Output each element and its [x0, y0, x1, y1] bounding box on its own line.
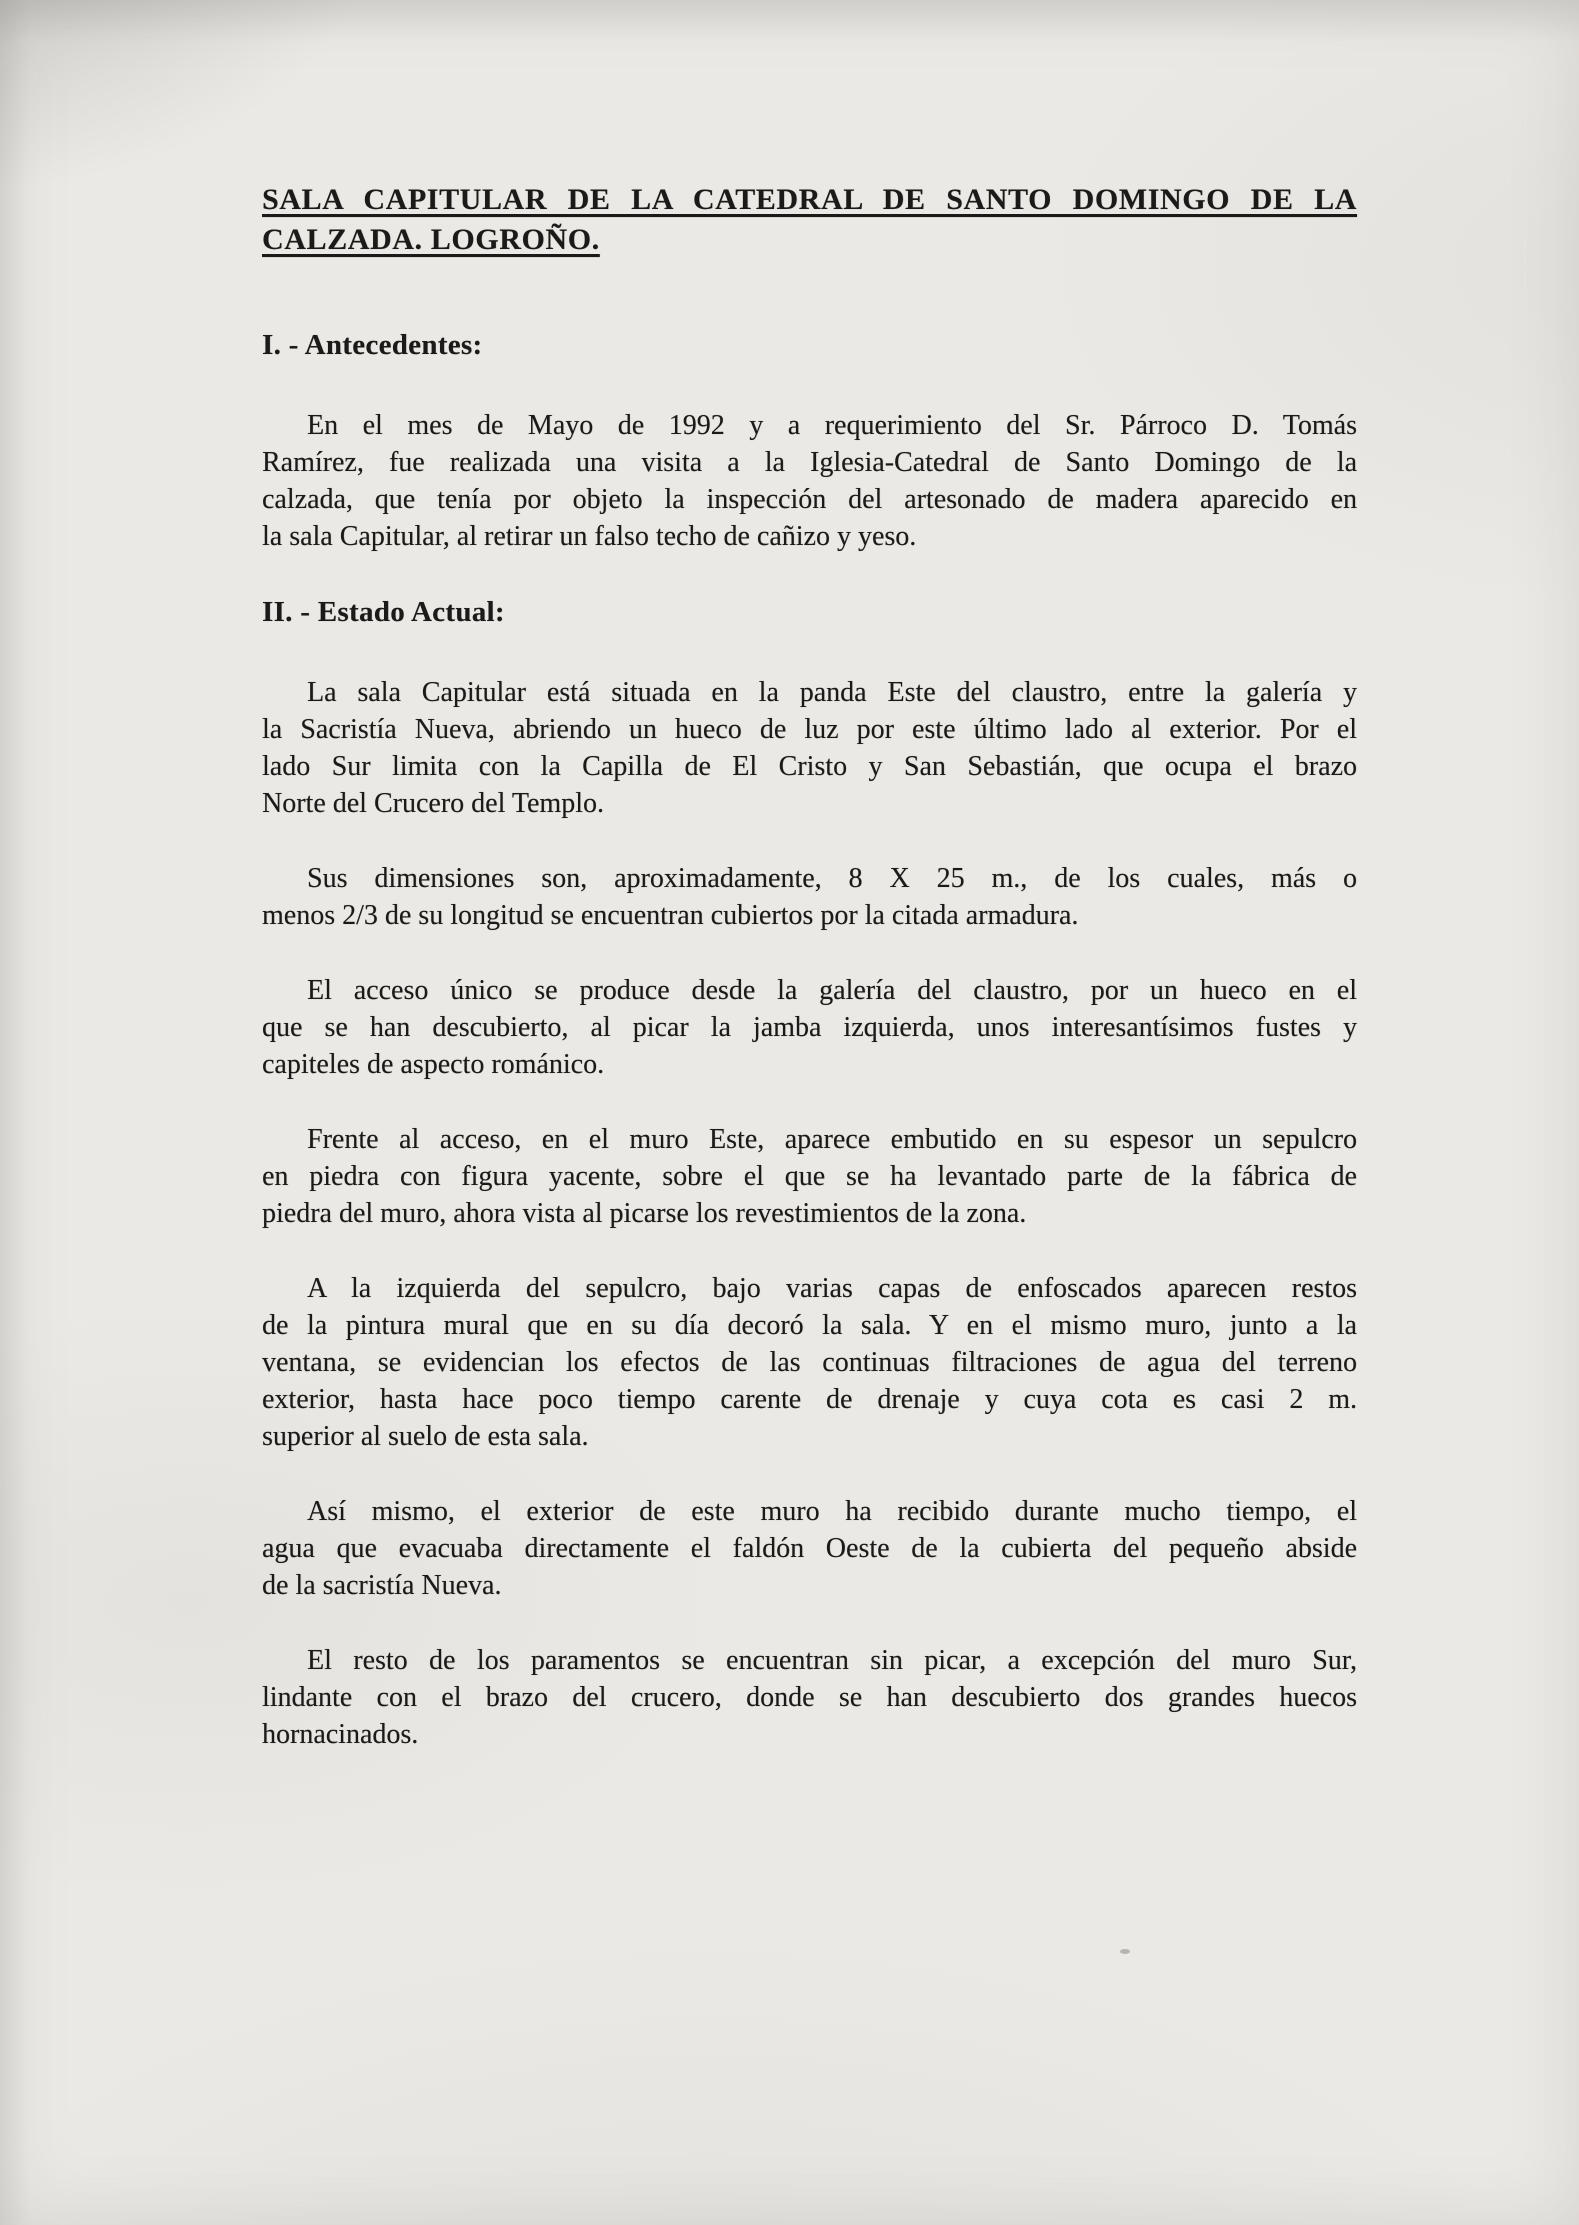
text-line: la sala Capitular, al retirar un falso techo de cañizo y yeso. [262, 521, 917, 552]
text-line: A la izquierda del sepulcro, bajo varias capas de enfoscados aparecen restos [307, 1273, 1357, 1304]
paragraph-estado-1 [262, 674, 1357, 822]
text-line: El acceso único se produce desde la galería del claustro, por un hueco en el [307, 975, 1357, 1006]
paragraph-estado-7 [262, 1642, 1357, 1753]
text-line: agua que evacuaba directamente el faldón Oeste de la cubierta del pequeño abside [262, 1533, 1357, 1564]
section-heading-estado-actual: II. - Estado Actual: [262, 596, 505, 628]
document-title [262, 180, 1357, 260]
paragraph-estado-4 [262, 1121, 1357, 1232]
text-line: capiteles de aspecto románico. [262, 1049, 605, 1080]
text-line: menos 2/3 de su longitud se encuentran cubiertos por la citada armadura. [262, 900, 1079, 931]
text-line: La sala Capitular está situada en la panda Este del claustro, entre la galería y [307, 677, 1357, 708]
text-line: exterior, hasta hace poco tiempo carente de drenaje y cuya cota es casi 2 m. [262, 1384, 1357, 1415]
scan-smudge-mark [1120, 1949, 1130, 1954]
paragraph-estado-3 [262, 972, 1357, 1083]
title-line-1: SALA CAPITULAR DE LA CATEDRAL DE SANTO DOMINGO DE LA [262, 183, 1357, 216]
text-line: calzada, que tenía por objeto la inspección del artesonado de madera aparecido en [262, 484, 1357, 515]
text-line: en piedra con figura yacente, sobre el que se ha levantado parte de la fábrica de [262, 1161, 1357, 1192]
text-line: lado Sur limita con la Capilla de El Cristo y San Sebastián, que ocupa el brazo [262, 751, 1357, 782]
paragraph-antecedentes-1 [262, 407, 1357, 555]
section-heading-antecedentes: I. - Antecedentes: [262, 329, 483, 361]
text-line: ventana, se evidencian los efectos de las continuas filtraciones de agua del terreno [262, 1347, 1357, 1378]
text-line: Ramírez, fue realizada una visita a la Iglesia-Catedral de Santo Domingo de la [262, 447, 1357, 478]
text-line: piedra del muro, ahora vista al picarse los revestimientos de la zona. [262, 1198, 1027, 1229]
text-line: hornacinados. [262, 1719, 419, 1750]
text-line: Así mismo, el exterior de este muro ha recibido durante mucho tiempo, el [307, 1496, 1357, 1527]
text-line: superior al suelo de esta sala. [262, 1421, 589, 1452]
text-line: El resto de los paramentos se encuentran sin picar, a excepción del muro Sur, [307, 1645, 1357, 1676]
text-line: que se han descubierto, al picar la jamba izquierda, unos interesantísimos fustes y [262, 1012, 1357, 1043]
text-line: Sus dimensiones son, aproximadamente, 8 X 25 m., de los cuales, más o [307, 863, 1357, 894]
paragraph-estado-2 [262, 860, 1357, 934]
paragraph-estado-5 [262, 1270, 1357, 1455]
text-line: Norte del Crucero del Templo. [262, 788, 604, 819]
text-line: de la sacristía Nueva. [262, 1570, 502, 1601]
text-line: la Sacristía Nueva, abriendo un hueco de luz por este último lado al exterior. Por el [262, 714, 1357, 745]
text-line: lindante con el brazo del crucero, donde se han descubierto dos grandes huecos [262, 1682, 1357, 1713]
text-line: En el mes de Mayo de 1992 y a requerimiento del Sr. Párroco D. Tomás [307, 410, 1357, 441]
text-line: de la pintura mural que en su día decoró la sala. Y en el mismo muro, junto a la [262, 1310, 1357, 1341]
title-line-2: CALZADA. LOGROÑO. [262, 223, 600, 256]
paragraph-estado-6 [262, 1493, 1357, 1604]
text-line: Frente al acceso, en el muro Este, aparece embutido en su espesor un sepulcro [307, 1124, 1357, 1155]
